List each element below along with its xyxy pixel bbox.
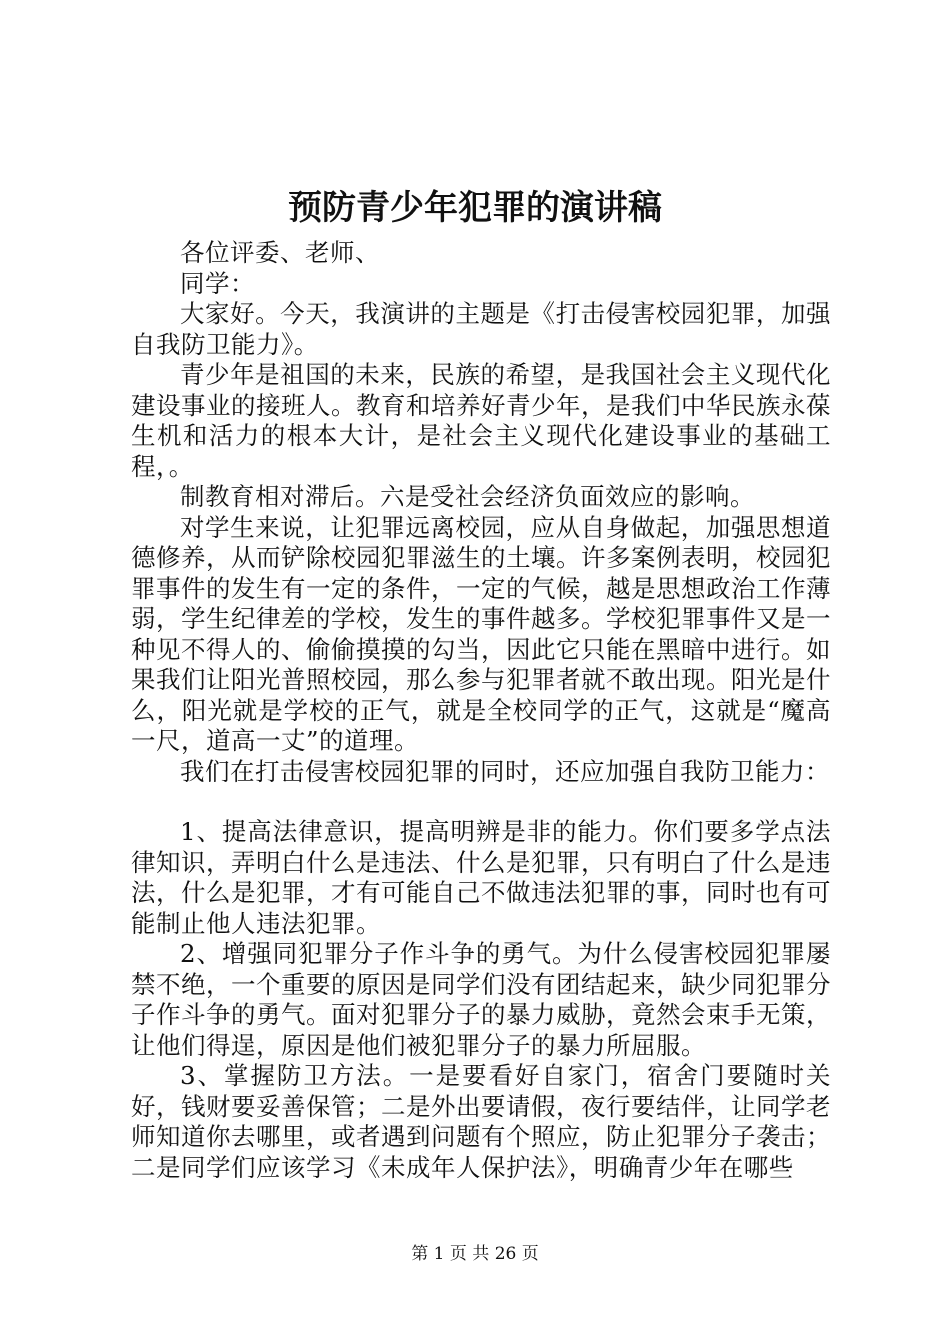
list-item-3: 3、掌握防卫方法。一是要看好自家门，宿舍门要随时关好，钱财要妥善保管；二是外出要请假，夜行要结伴，让同学老师知道你去哪里，或者遇到问题有个照应，防止犯罪分子袭击；二是同学们应该学习《未成年人保护法》，明确青少年在哪些 [131,1061,831,1182]
salutation-line-2: 同学： [180,268,255,298]
list-item-1: 1、提高法律意识，提高明辨是非的能力。你们要多学点法律知识，弄明白什么是违法、什么是犯罪，只有明白了什么是违法，什么是犯罪，才有可能自己不做违法犯罪的事，同时也有可能制止他人违法犯罪。 [131,817,831,938]
page-title: 预防青少年犯罪的演讲稿 [288,188,662,228]
intro-paragraph: 大家好。今天，我演讲的主题是《打击侵害校园犯罪，加强自我防卫能力》。 [131,299,831,359]
page-number-footer: 第 1 页 共 26 页 [411,1244,539,1264]
education-paragraph: 制教育相对滞后。六是受社会经济负面效应的影响。 [180,482,755,511]
list-item-2: 2、增强同犯罪分子作斗争的勇气。为什么侵害校园犯罪屡禁不绝，一个重要的原因是同学们没有团结起来，缺少同犯罪分子作斗争的勇气。面对犯罪分子的暴力威胁，竟然会束手无策，让他们得逞，原因是他们被犯罪分子的暴力所屈服。 [131,939,831,1060]
self-defense-intro-paragraph: 我们在打击侵害校园犯罪的同时，还应加强自我防卫能力： [180,756,830,786]
document-body [131,238,831,1183]
youth-paragraph: 青少年是祖国的未来，民族的希望，是我国社会主义现代化建设事业的接班人。教育和培养好青少年，是我们中华民族永葆生机和活力的根本大计，是社会主义现代化建设事业的基础工程，。 [131,360,831,481]
salutation-line-1: 各位评委、老师、 [180,238,380,267]
campus-crime-paragraph: 对学生来说，让犯罪远离校园，应从自身做起，加强思想道德修养，从而铲除校园犯罪滋生的土壤。许多案例表明，校园犯罪事件的发生有一定的条件，一定的气候，越是思想政治工作薄弱，学生纪律差的学校，发生的事件越多。学校犯罪事件又是一种见不得人的、偷偷摸摸的勾当，因此它只能在黑暗中进行。如果我们让阳光普照校园，那么参与犯罪者就不敢出现。阳光是什么，阳光就是学校的正气，就是全校同学的正气，这就是“魔高一尺，道高一丈”的道理。 [131,512,831,755]
